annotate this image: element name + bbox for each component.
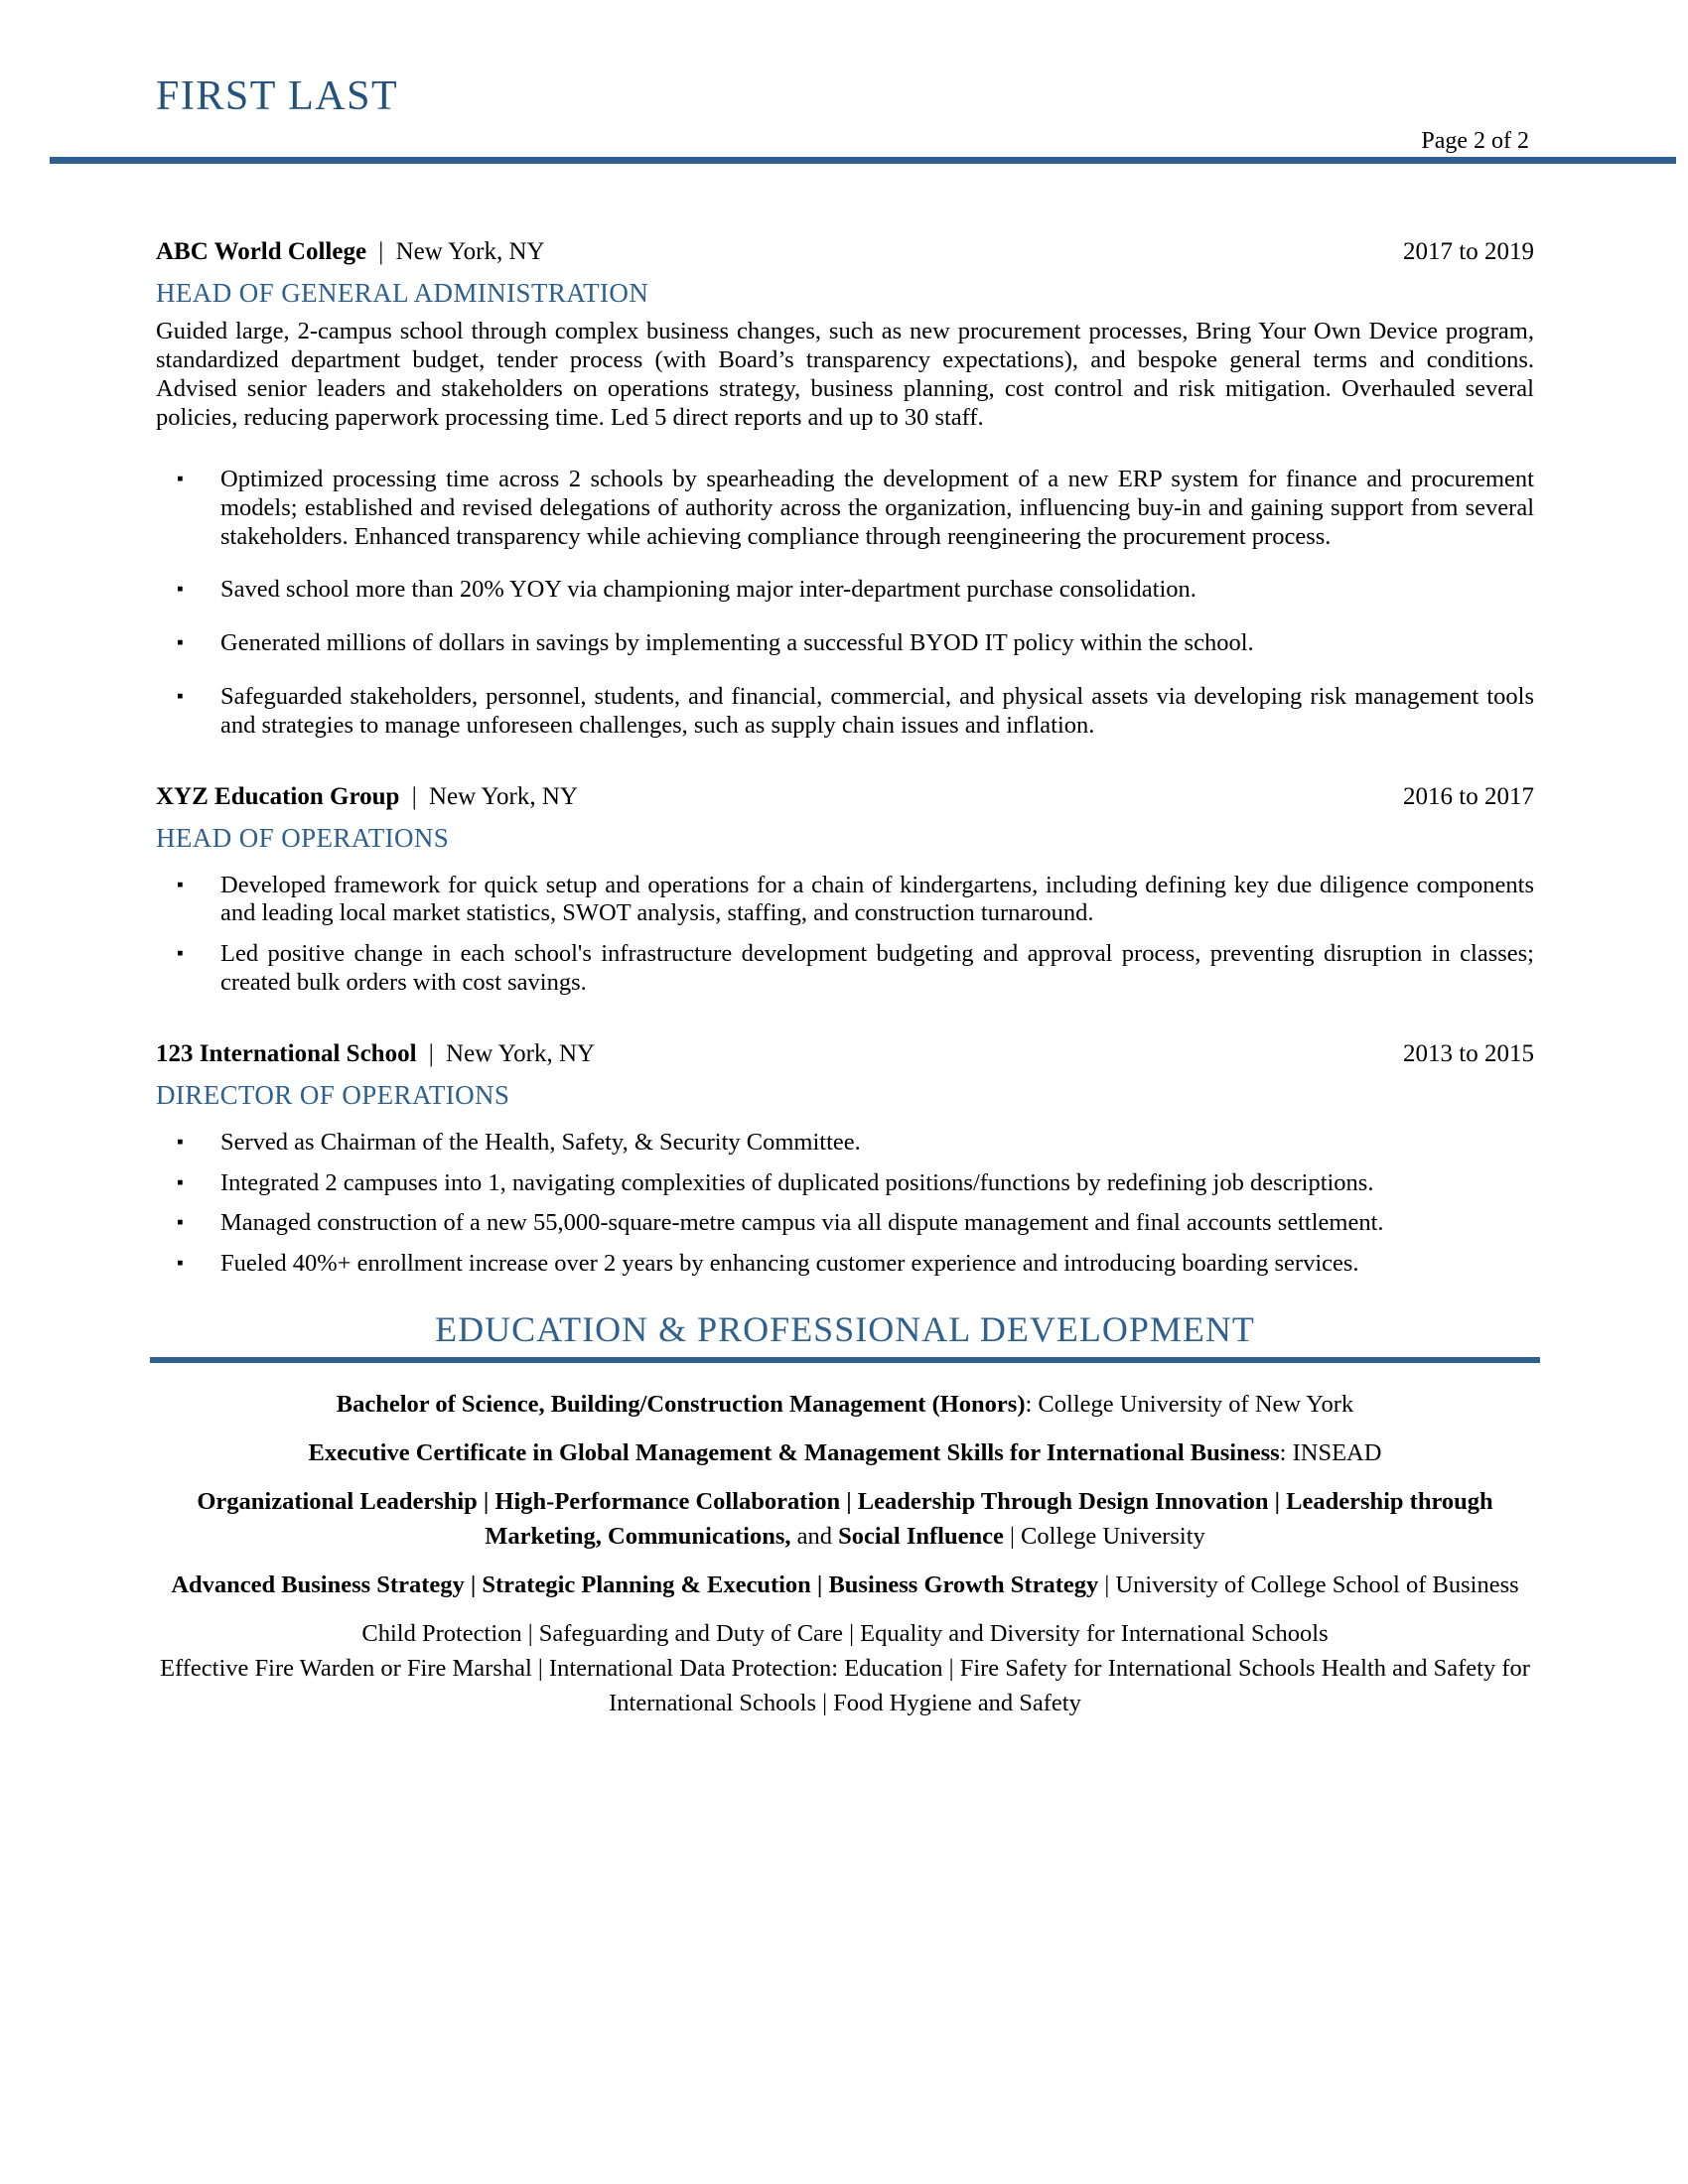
education-entry xyxy=(156,1435,1534,1470)
education-entry-segment: Social Influence xyxy=(838,1522,1004,1550)
bullet-text: Integrated 2 campuses into 1, navigating complexities of duplicated positions/functions by redefining job descriptions. xyxy=(220,1168,1374,1196)
bullet-square-icon: ▪ xyxy=(177,1171,184,1193)
education-heading: EDUCATION & PROFESSIONAL DEVELOPMENT xyxy=(435,1308,1255,1349)
company-row xyxy=(156,1039,1534,1069)
header-rule xyxy=(50,157,1676,164)
experience-list xyxy=(156,237,1534,1279)
bullet-text: Managed construction of a new 55,000-square-metre campus via all dispute management and final accounts settlement. xyxy=(220,1209,1384,1237)
bullet-square-icon: ▪ xyxy=(177,943,184,965)
resume-body xyxy=(0,237,1688,1720)
bullet-square-icon: ▪ xyxy=(177,685,184,707)
bullet-item xyxy=(156,576,1534,605)
education-entry-segment: Advanced Business Strategy | Strategic Planning & Execution | Business Growth Strategy xyxy=(171,1570,1099,1598)
bullet-square-icon: ▪ xyxy=(177,1131,184,1153)
company-name: XYZ Education Group xyxy=(156,782,400,810)
experience-entry xyxy=(156,1039,1534,1279)
date-range: 2017 to 2019 xyxy=(1403,238,1534,265)
bullet-item xyxy=(156,629,1534,658)
bullet-item xyxy=(156,940,1534,998)
bullet-item xyxy=(156,1169,1534,1198)
bullet-text: Developed framework for quick setup and operations for a chain of kindergartens, including defining key due diligence components and leading local market statistics, SWOT analysis, staffing, and construction turnaround. xyxy=(220,871,1534,927)
bullet-square-icon: ▪ xyxy=(177,579,184,601)
bullet-square-icon: ▪ xyxy=(177,1253,184,1275)
bullet-text: Served as Chairman of the Health, Safety, & Security Committee. xyxy=(220,1128,861,1156)
bullet-square-icon: ▪ xyxy=(177,632,184,654)
education-section xyxy=(156,1308,1534,1720)
education-entry-segment: Child Protection | Safeguarding and Duty of Care | Equality and Diversity for International Schools xyxy=(361,1619,1329,1647)
education-entry-segment: Organizational Leadership | High-Performance Collaboration | Leadership Through Design Innovation | Leadership through Marketing, Communications, xyxy=(197,1487,1493,1550)
education-entry-segment: Executive Certificate in Global Management & Management Skills for International Business xyxy=(308,1438,1280,1466)
education-entry-segment: | College University xyxy=(1003,1522,1205,1550)
education-entry xyxy=(156,1616,1534,1651)
education-entry-segment: Effective Fire Warden or Fire Marshal | International Data Protection: Education | Fire Safety for International Schools Health and Safety for International Schools | Food Hygiene and Safety xyxy=(160,1654,1530,1716)
education-entry-segment: and xyxy=(790,1522,839,1550)
company-location: New York, NY xyxy=(446,1039,596,1067)
education-entry-segment: : INSEAD xyxy=(1279,1438,1382,1466)
candidate-name: FIRST LAST xyxy=(156,73,399,119)
experience-entry xyxy=(156,782,1534,998)
page-header xyxy=(0,0,1688,157)
job-summary: Guided large, 2-campus school through complex business changes, such as new procurement processes, Bring Your Own Device program, standardized department budget, tender process (with Board’s transparency expectations), and bespoke general terms and conditions. Advised senior leaders and stakeholders on operations strategy, business planning, cost control and risk mitigation. Overhauled several policies, reducing paperwork processing time. Led 5 direct reports and up to 30 staff. xyxy=(156,318,1534,431)
bullet-text: Led positive change in each school's infrastructure development budgeting and approval process, preventing disruption in classes; created bulk orders with cost savings. xyxy=(220,940,1534,996)
bullet-square-icon: ▪ xyxy=(177,469,184,489)
company-location: New York, NY xyxy=(395,238,545,265)
bullet-text: Optimized processing time across 2 schools by spearheading the development of a new ERP system for finance and procurement models; established and revised delegations of authority across the organization, influencing buy-in and gaining support from several stakeholders. Enhanced transparency while achieving compliance through reengineering the procurement process. xyxy=(220,466,1534,550)
bullet-item xyxy=(156,1250,1534,1279)
company-line xyxy=(156,1039,595,1069)
education-entry xyxy=(156,1484,1534,1554)
bullet-text: Generated millions of dollars in savings by implementing a successful BYOD IT policy within the school. xyxy=(220,629,1254,657)
experience-entry xyxy=(156,237,1534,741)
education-entry-segment: : College University of New York xyxy=(1025,1390,1354,1418)
bullet-square-icon: ▪ xyxy=(177,874,184,895)
education-rule xyxy=(150,1357,1540,1363)
company-line xyxy=(156,782,578,812)
bullet-item xyxy=(156,1129,1534,1158)
company-name: ABC World College xyxy=(156,238,367,265)
bullet-text: Fueled 40%+ enrollment increase over 2 years by enhancing customer experience and introducing boarding services. xyxy=(220,1250,1359,1278)
company-row xyxy=(156,782,1534,812)
separator: | xyxy=(422,1039,441,1067)
bullet-square-icon: ▪ xyxy=(177,1212,184,1234)
company-name: 123 International School xyxy=(156,1039,417,1067)
education-entries xyxy=(156,1387,1534,1720)
education-entry xyxy=(156,1568,1534,1602)
bullet-text: Saved school more than 20% YOY via championing major inter-department purchase consolidation. xyxy=(220,576,1196,604)
company-line xyxy=(156,237,545,267)
job-title: HEAD OF GENERAL ADMINISTRATION xyxy=(156,278,649,308)
date-range: 2013 to 2015 xyxy=(1403,1039,1534,1067)
separator: | xyxy=(405,782,423,810)
separator: | xyxy=(372,238,390,265)
company-row xyxy=(156,237,1534,267)
date-range: 2016 to 2017 xyxy=(1403,782,1534,810)
job-title: HEAD OF OPERATIONS xyxy=(156,822,450,853)
education-entry-segment: Bachelor of Science, Building/Construction Management (Honors) xyxy=(336,1390,1026,1418)
job-title: DIRECTOR OF OPERATIONS xyxy=(156,1079,510,1110)
education-entry xyxy=(156,1387,1534,1422)
bullet-text: Safeguarded stakeholders, personnel, students, and financial, commercial, and physical assets via developing risk management tools and strategies to manage unforeseen challenges, such as supply chain issues and inflation. xyxy=(220,682,1534,739)
company-location: New York, NY xyxy=(428,782,578,810)
bullet-item xyxy=(156,466,1534,551)
education-entry-segment: | University of College School of Business xyxy=(1098,1570,1519,1598)
bullet-item xyxy=(156,1209,1534,1238)
bullet-item xyxy=(156,683,1534,741)
education-entry xyxy=(156,1651,1534,1720)
page-indicator: Page 2 of 2 xyxy=(1421,127,1529,154)
bullet-item xyxy=(156,872,1534,929)
